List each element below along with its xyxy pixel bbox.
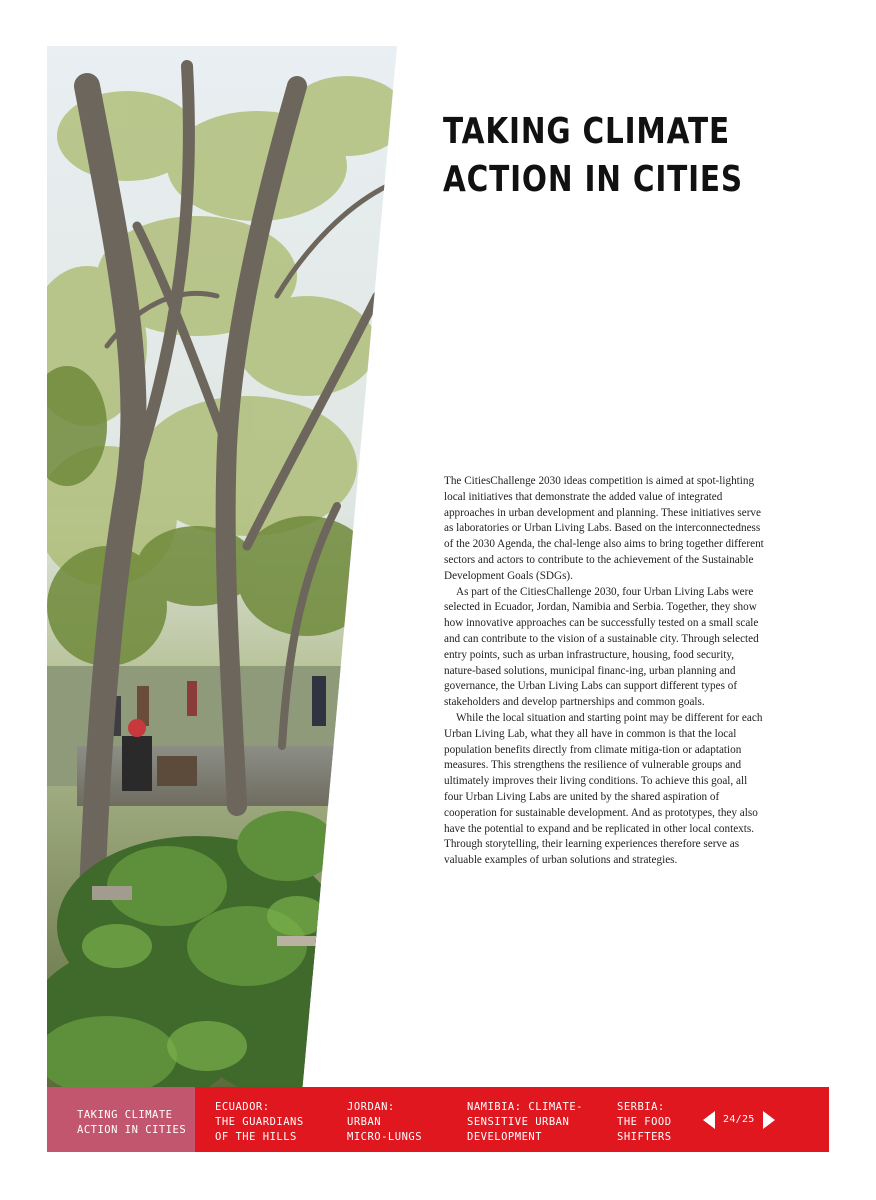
nav-item-label: ECUADOR:: [215, 1101, 270, 1113]
arrow-left-icon[interactable]: [703, 1111, 715, 1129]
nav-item-label: JORDAN:: [347, 1101, 395, 1113]
chapter-navigation: [47, 1087, 829, 1152]
nav-item-label: OF THE HILLS: [215, 1131, 297, 1143]
nav-item-label: MICRO-LUNGS: [347, 1131, 423, 1143]
nav-item-ecuador[interactable]: [195, 1087, 327, 1152]
page-title-line-2: ACTION IN CITIES: [443, 159, 743, 200]
nav-item-label: TAKING CLIMATE: [77, 1109, 173, 1121]
nav-item-label: ACTION IN CITIES: [77, 1124, 187, 1136]
nav-item-label: SENSITIVE URBAN: [467, 1116, 570, 1128]
nav-item-label: THE FOOD: [617, 1116, 672, 1128]
page-title-line-1: TAKING CLIMATE: [443, 111, 730, 152]
pager: [703, 1087, 775, 1152]
body-paragraph-1: The CitiesChallenge 2030 ideas competition is aimed at spot-lighting local initiatives that demonstrate the added value of integrated approaches in urban development and planning. These initiatives serve as laboratories or Urban Living Labs. Based on the interconnectedness of the 2030 Agenda, the chal-lenge also aims to bring together different sectors and actors to contribute to the achievement of the Sustainable Development Goals (SDGs).: [444, 475, 764, 582]
page-title: [443, 108, 755, 204]
nav-item-taking-climate-action[interactable]: [47, 1087, 195, 1152]
nav-item-label: SERBIA:: [617, 1101, 665, 1113]
nav-item-label: NAMIBIA: CLIMATE-: [467, 1101, 583, 1113]
nav-item-serbia[interactable]: [597, 1087, 705, 1152]
nav-item-namibia[interactable]: [447, 1087, 597, 1152]
body-text: [444, 474, 768, 869]
nav-item-label: URBAN: [347, 1116, 382, 1128]
body-paragraph-2: As part of the CitiesChallenge 2030, four Urban Living Labs were selected in Ecuador, Jordan, Namibia and Serbia. Together, they show how innovative approaches can be successfully tested on a small scale and can contribute to the vision of a sustainable city. Through selected entry points, such as urban infrastructure, housing, food security, nature-based solutions, municipal financ-ing, urban planning and governance, the Urban Living Labs can support different types of stakeholders and develop partnerships and common goals.: [444, 585, 759, 709]
park-photo: [47, 46, 397, 1087]
page-number: 24/25: [723, 1114, 755, 1125]
nav-item-label: THE GUARDIANS: [215, 1116, 304, 1128]
arrow-right-icon[interactable]: [763, 1111, 775, 1129]
nav-item-label: DEVELOPMENT: [467, 1131, 543, 1143]
nav-item-jordan[interactable]: [327, 1087, 447, 1152]
body-paragraph-3: While the local situation and starting point may be different for each Urban Living Lab, what they all have in common is that the local population benefits directly from climate mitiga-tion or adaptation measures. This strengthens the resilience of vulnerable groups and ultimately improves their living conditions. To achieve this goal, all four Urban Living Labs are united by the shared aspiration of cooperation for sustainable development. And as prototypes, they also have the potential to expand and be replicated in other local contexts. Through storytelling, their learning experiences therefore serve as valuable examples of urban solutions and strategies.: [444, 711, 763, 867]
nav-item-label: SHIFTERS: [617, 1131, 672, 1143]
